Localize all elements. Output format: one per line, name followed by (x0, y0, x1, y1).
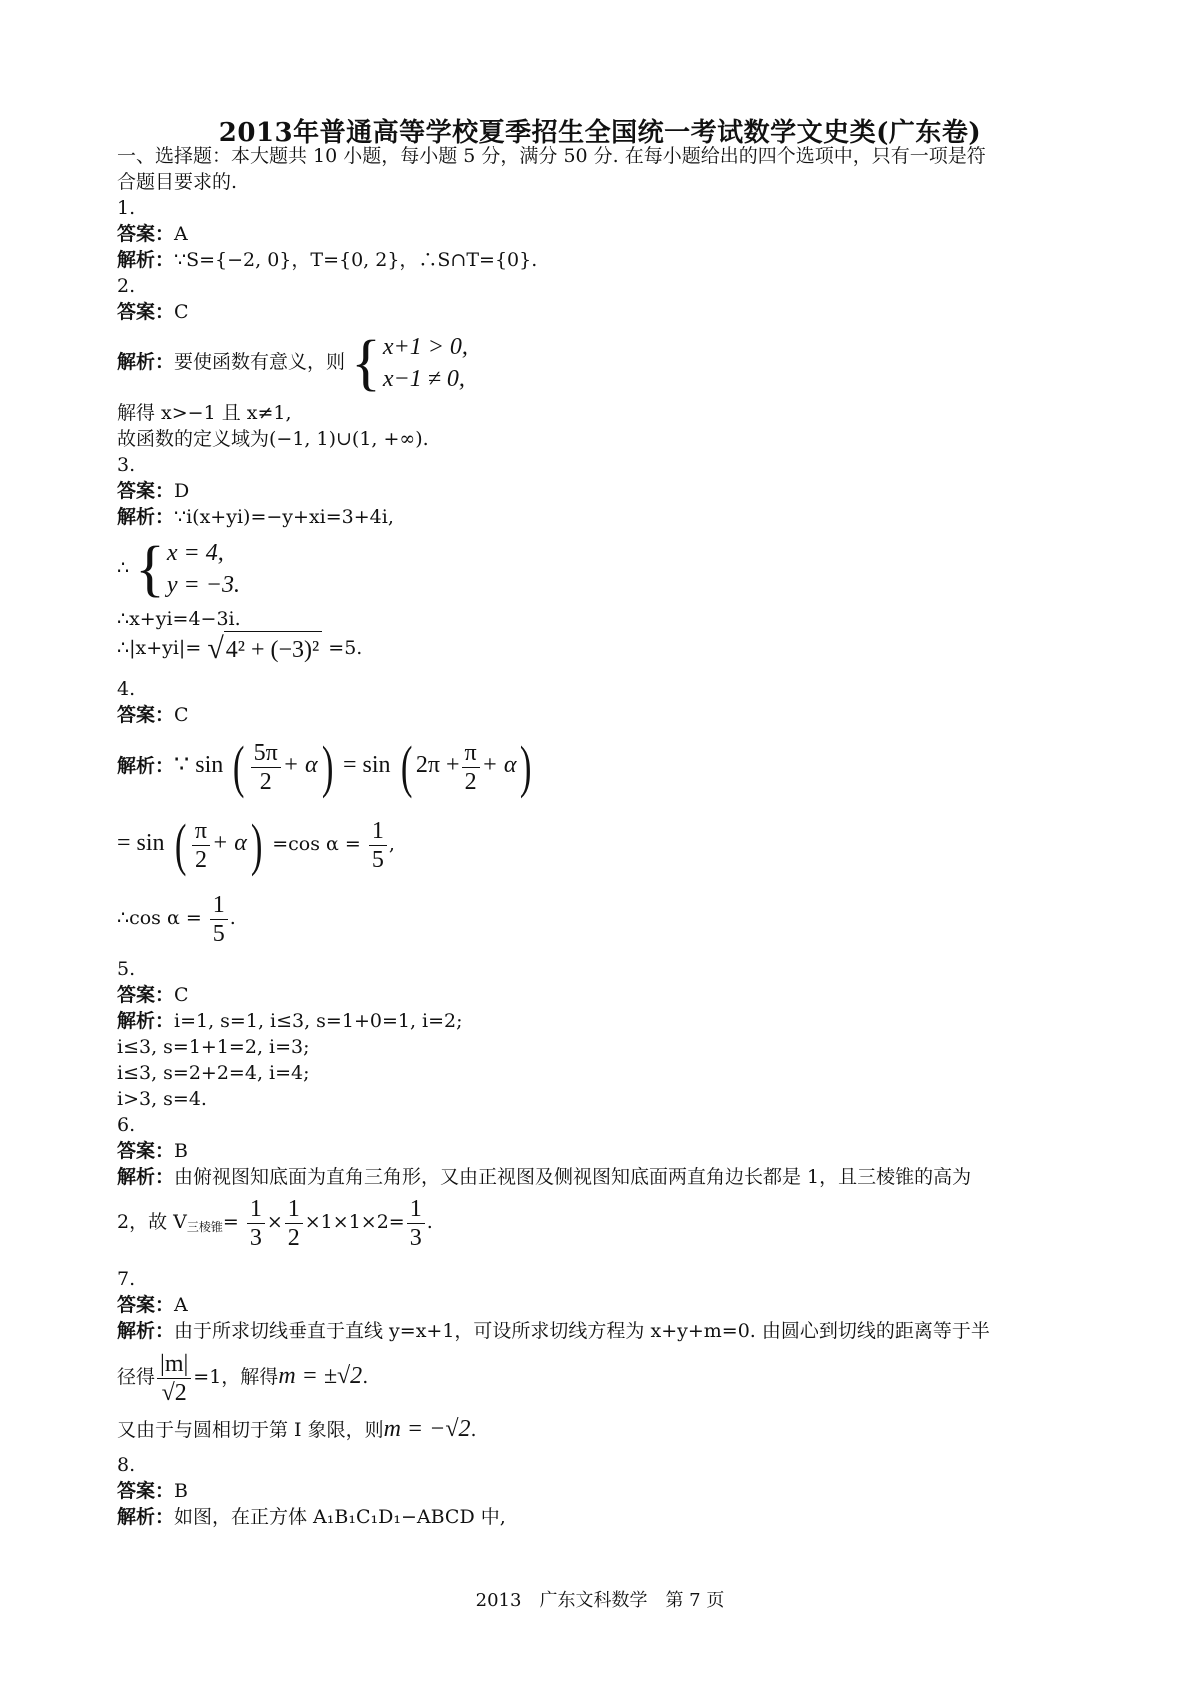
q2-system-row1: x+1 > 0, (382, 334, 468, 360)
q3-number: 3. (117, 454, 136, 476)
q3-answer: D (174, 480, 190, 502)
q2-analysis-prefix: 要使函数有意义，则 (174, 351, 346, 373)
answer-label: 答案： (117, 1140, 175, 1162)
q7-line2-mid: =1，解得 (193, 1366, 279, 1388)
q3-answer-line (117, 478, 189, 504)
q7-answer: A (174, 1294, 188, 1316)
q6-analysis-line1 (117, 1164, 971, 1190)
q5-number: 5. (117, 958, 136, 980)
q6-line1: 由俯视图知底面为直角三角形，又由正视图及侧视图知底面两直角边长都是 1，且三棱锥的高为 (174, 1166, 972, 1188)
q2-answer: C (174, 301, 189, 323)
q5-analysis-line4: i>3, s=4. (117, 1088, 207, 1110)
paren-icon: ( (233, 734, 245, 799)
q2-solution-line: 解得 x>−1 且 x≠1, (117, 402, 292, 424)
q4-l2-fraction3 (369, 817, 387, 874)
answer-label: 答案： (117, 1480, 175, 1502)
q6-f3-den: 3 (409, 1224, 422, 1251)
q7-line1: 由于所求切线垂直于直线 y=x+1，可设所求切线方程为 x+y+m=0. 由圆心到切线的距离等于半 (174, 1320, 990, 1342)
q7-frac-num: |m| (157, 1350, 191, 1379)
paren-icon: ( (174, 812, 187, 877)
q7-line3-prefix: 又由于与圆相切于第 I 象限，则 (117, 1419, 384, 1441)
q3-modulus-line (117, 626, 362, 670)
q8-number: 8. (117, 1454, 136, 1476)
q4-l1-fraction2 (462, 739, 480, 796)
q4-l2-end: , (388, 833, 395, 855)
q3-system-row1: x = 4, (166, 540, 224, 566)
q6-volume-subscript: 三棱锥 (186, 1220, 223, 1234)
q4-l3-frac-num: 1 (210, 891, 228, 920)
q4-l1-fraction (251, 739, 281, 796)
q1-answer: A (174, 223, 188, 245)
analysis-label: 解析： (117, 249, 175, 271)
q6-f3-num: 1 (407, 1195, 425, 1224)
left-brace-icon: { (351, 329, 381, 397)
q4-l3-fraction (210, 891, 228, 948)
q4-analysis-line1 (117, 730, 536, 801)
q4-l1-frac-num: 5π (251, 739, 281, 768)
q2-answer-line (117, 299, 189, 325)
analysis-label: 解析： (117, 506, 175, 528)
q5-analysis-line1 (117, 1008, 463, 1034)
q2-system-row2: x−1 ≠ 0, (382, 366, 465, 392)
q6-number: 6. (117, 1114, 136, 1136)
q1-analysis-line (117, 247, 537, 273)
page-footer: 2013 广东文科数学 第 7 页 (475, 1590, 725, 1611)
q3-analysis: ∵i(x+yi)=−y+xi=3+4i, (174, 506, 394, 528)
q7-line2-prefix: 径得 (117, 1366, 156, 1388)
q8-answer: B (174, 1480, 188, 1502)
q7-final-value: m = −√2 (383, 1416, 471, 1442)
q6-fraction3 (407, 1195, 425, 1252)
q3-modulus-prefix: ∴|x+yi|= (117, 637, 202, 659)
q4-l1-frac2-num: π (462, 739, 480, 768)
paren-icon: ( (400, 734, 413, 799)
q4-l2-fraction (192, 817, 210, 874)
q4-l2-frac3-den: 5 (371, 846, 384, 873)
q7-number: 7. (117, 1268, 136, 1290)
paren-icon: ) (250, 812, 263, 877)
answer-label: 答案： (117, 704, 175, 726)
q1-analysis: ∵S={−2, 0}，T={0, 2}，∴S∩T={0}. (174, 249, 538, 271)
q4-l1-mid2: + α (481, 752, 517, 778)
q5-analysis-line2: i≤3, s=1+1=2, i=3; (117, 1036, 310, 1058)
q7-frac-den: √2 (161, 1379, 187, 1406)
q5-analysis-line3: i≤3, s=2+2=4, i=4; (117, 1062, 310, 1084)
q6-line2-prefix: 2，故 V (117, 1211, 187, 1233)
analysis-label: 解析： (117, 1010, 175, 1032)
q7-solution-value: m = ±√2 (278, 1363, 363, 1389)
analysis-label: 解析： (117, 1166, 175, 1188)
therefore-symbol: ∴ (117, 557, 130, 579)
q6-f2-den: 2 (287, 1224, 300, 1251)
answer-label: 答案： (117, 301, 175, 323)
page-title: 2013年普通高等学校夏季招生全国统一考试数学文史类(广东卷) (218, 118, 982, 148)
analysis-label: 解析： (117, 1320, 175, 1342)
q4-l2-mid: + α (212, 830, 247, 856)
left-brace-icon: { (135, 535, 165, 603)
section-intro-line1: 一、选择题：本大题共 10 小题，每小题 5 分，满分 50 分. 在每小题给出的四个选项中，只有一项是符 (117, 145, 986, 167)
q2-domain-line: 故函数的定义域为(−1, 1)∪(1, +∞). (117, 428, 429, 450)
section-intro-line2: 合题目要求的. (117, 171, 238, 193)
answer-label: 答案： (117, 480, 175, 502)
q4-l3-frac-den: 5 (212, 920, 225, 947)
q6-f1-den: 3 (249, 1224, 262, 1251)
q4-l1-eq: = sin (342, 752, 391, 778)
q7-distance-fraction (157, 1350, 191, 1407)
q2-equation-system (351, 331, 468, 395)
q3-system-line (117, 532, 240, 604)
q4-l1-frac-den: 2 (259, 768, 272, 795)
q4-l1-inner: 2π + (415, 752, 460, 778)
analysis-label: 解析： (117, 1506, 175, 1528)
q6-f2-num: 1 (285, 1195, 303, 1224)
q4-l3-prefix: ∴cos α = (117, 907, 202, 929)
q6-answer-line (117, 1138, 188, 1164)
answer-label: 答案： (117, 1294, 175, 1316)
q4-l1-frac2-den: 2 (464, 768, 477, 795)
q7-analysis-line2 (117, 1344, 368, 1409)
q8-analysis-line (117, 1504, 506, 1530)
q4-l2-frac-den: 2 (194, 846, 207, 873)
q7-analysis-line1 (117, 1318, 990, 1344)
q6-fraction1 (247, 1195, 265, 1252)
q3-system-row2: y = −3. (166, 572, 240, 598)
q1-answer-line (117, 221, 188, 247)
q3-modulus-suffix: =5. (328, 637, 363, 659)
q6-line2-eq: = (222, 1211, 239, 1233)
q6-f1-num: 1 (247, 1195, 265, 1224)
q4-answer-line (117, 702, 189, 728)
q7-analysis-line3 (117, 1414, 477, 1445)
q3-analysis-line (117, 504, 394, 530)
analysis-label: 解析： (117, 755, 175, 777)
q4-l2-frac3-num: 1 (369, 817, 387, 846)
q4-analysis-line2 (117, 808, 395, 879)
q8-analysis: 如图，在正方体 A₁B₁C₁D₁−ABCD 中, (174, 1506, 506, 1528)
q8-answer-line (117, 1478, 188, 1504)
q5-answer: C (174, 984, 189, 1006)
q3-sqrt-expression (207, 631, 322, 667)
q3-sqrt-content: 4² + (−3)² (224, 631, 322, 667)
q2-number: 2. (117, 275, 136, 297)
paren-icon: ) (321, 734, 334, 799)
q6-line2-end: . (426, 1211, 433, 1233)
q6-fraction2 (285, 1195, 303, 1252)
q4-l1-prefix: ∵ sin (174, 752, 224, 778)
q4-l2-frac-num: π (192, 817, 210, 846)
q6-line2-mid: ×1×1×2= (304, 1211, 405, 1233)
q4-l2-cos: =cos α = (272, 833, 361, 855)
q4-analysis-line3 (117, 886, 236, 950)
q4-number: 4. (117, 678, 136, 700)
q4-answer: C (174, 704, 189, 726)
q3-equation-system (135, 537, 240, 601)
q6-answer: B (174, 1140, 188, 1162)
sqrt-icon: √ (207, 632, 224, 665)
answer-label: 答案： (117, 984, 175, 1006)
answer-label: 答案： (117, 223, 175, 245)
q7-line3-end: . (470, 1419, 477, 1441)
paren-icon: ) (520, 734, 532, 799)
q7-line2-end: . (362, 1366, 369, 1388)
q4-l2-prefix: = sin (117, 830, 165, 856)
q7-answer-line (117, 1292, 188, 1318)
q5-line1: i=1, s=1, i≤3, s=1+0=1, i=2; (174, 1010, 463, 1032)
q5-answer-line (117, 982, 189, 1008)
q6-times: × (266, 1211, 283, 1233)
q4-l3-end: . (229, 907, 236, 929)
q6-analysis-line2 (117, 1190, 433, 1259)
q4-l1-mid: + α (282, 752, 318, 778)
q3-result-line: ∴x+yi=4−3i. (117, 608, 241, 630)
q1-number: 1. (117, 197, 136, 219)
analysis-label: 解析： (117, 351, 175, 373)
q2-analysis-line (117, 326, 468, 398)
